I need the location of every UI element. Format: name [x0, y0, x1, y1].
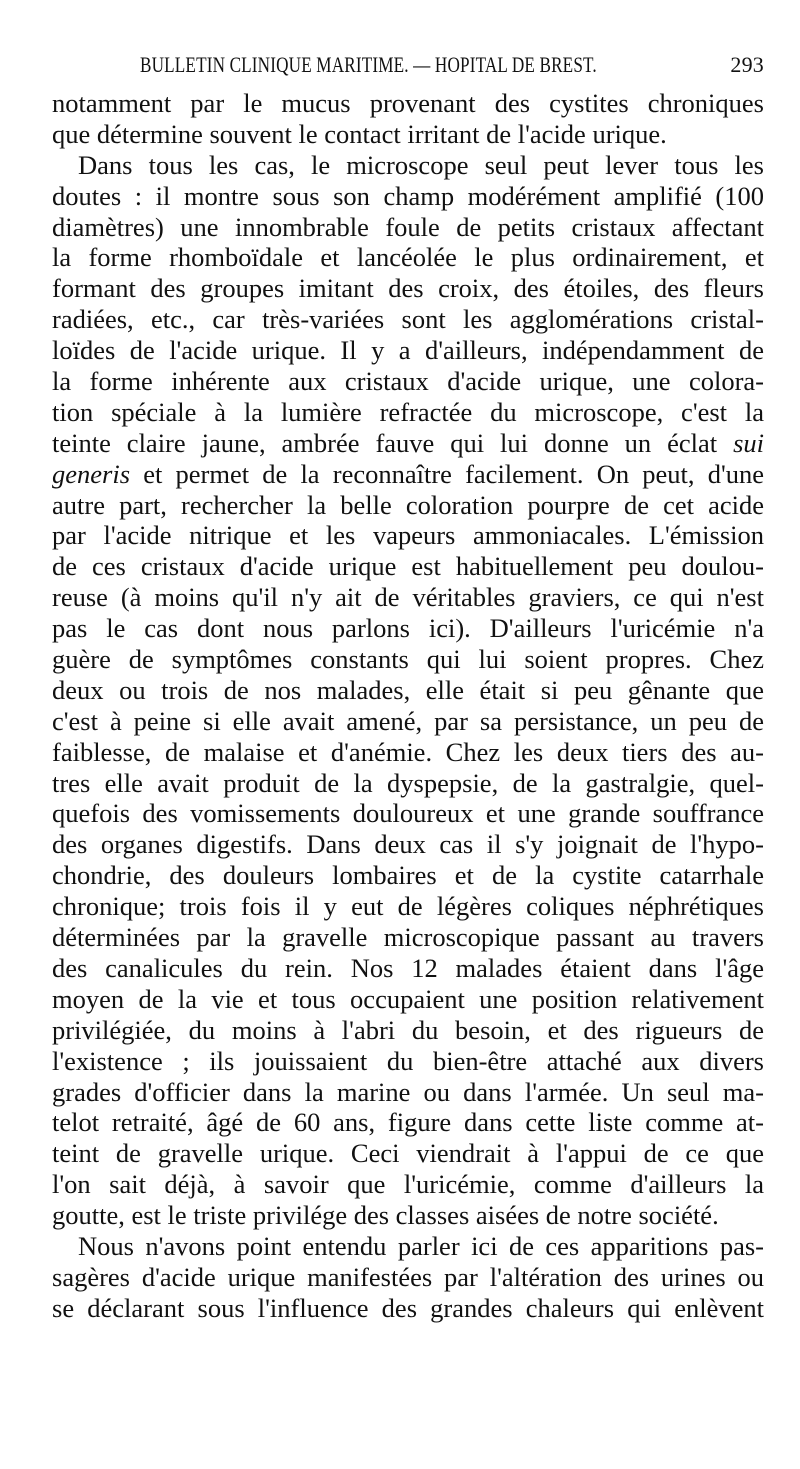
text-line: notamment par le mucus provenant des cystites chroniques — [52, 88, 764, 118]
text-line: tion spéciale à la lumière refractée du microscope, c'est la — [52, 396, 764, 427]
text-line: grades d'officier dans la marine ou dans l'armée. Un seul ma- — [52, 1076, 764, 1107]
text-line: reuse (à moins qu'il n'y ait de véritables graviers, ce qui n'est — [52, 582, 764, 613]
text-line: que détermine souvent le contact irritant de l'acide urique. — [52, 118, 667, 149]
text-line: Nous n'avons point entendu parler ici de ces apparitions pas- — [78, 1230, 764, 1261]
text-line: la forme rhomboïdale et lancéolée le plus ordinairement, et — [52, 242, 764, 273]
text-line: quefois des vomissements douloureux et une grande souffrance — [52, 798, 764, 829]
text-line — [52, 428, 764, 459]
page-number: 293 — [730, 52, 764, 77]
text-line: l'existence ; ils jouissaient du bien-être attaché aux divers — [52, 1045, 764, 1076]
text-line: pas le cas dont nous parlons ici). D'ailleurs l'uricémie n'a — [52, 613, 764, 644]
text-line: formant des groupes imitant des croix, des étoiles, des fleurs — [52, 273, 764, 304]
text-line: guère de symptômes constants qui lui soient propres. Chez — [52, 644, 764, 675]
italic-word: sui — [733, 427, 764, 458]
text-line: goutte, est le triste privilége des classes aisées de notre société. — [52, 1200, 719, 1231]
text-segment: et permet de la reconnaître facilement. On peut, d'une — [143, 458, 764, 489]
text-line: deux ou trois de nos malades, elle était si peu gênante que — [52, 674, 764, 705]
text-line: autre part, rechercher la belle coloration pourpre de cet acide — [52, 489, 764, 520]
text-line: radiées, etc., car très-variées sont les agglomérations cristal- — [52, 304, 764, 335]
text-line: par l'acide nitrique et les vapeurs ammoniacales. L'émission — [52, 520, 764, 551]
text-line: déterminées par la gravelle microscopique passant au travers — [52, 922, 764, 953]
text-line: loïdes de l'acide urique. Il y a d'ailleurs, indépendamment de — [52, 335, 764, 366]
text-line: faiblesse, de malaise et d'anémie. Chez les deux tiers des au- — [52, 736, 764, 767]
text-line: doutes : il montre sous son champ modérément amplifié (100 — [52, 180, 764, 211]
text-line: chondrie, des douleurs lombaires et de la cystite catarrhale — [52, 860, 764, 891]
text-line: teint de gravelle urique. Ceci viendrait à l'appui de ce que — [52, 1138, 764, 1169]
text-line: diamètres) une innombrable foule de petits cristaux affectant — [52, 211, 764, 242]
running-title: BULLETIN CLINIQUE MARITIME. — HOPITAL DE BREST. — [140, 52, 597, 77]
text-line: telot retraité, âgé de 60 ans, figure dans cette liste comme at- — [52, 1107, 764, 1138]
text-line: de ces cristaux d'acide urique est habituellement peu doulou- — [52, 551, 764, 582]
running-header — [52, 52, 764, 86]
text-line: chronique; trois fois il y eut de légères coliques néphrétiques — [52, 891, 764, 922]
text-line: la forme inhérente aux cristaux d'acide urique, une colora- — [52, 366, 764, 397]
text-line: c'est à peine si elle avait amené, par sa persistance, un peu de — [52, 705, 764, 736]
text-line: se déclarant sous l'influence des grandes chaleurs qui enlèvent — [52, 1292, 764, 1323]
text-line: des organes digestifs. Dans deux cas il s'y joignait de l'hypo- — [52, 829, 764, 860]
text-line: tres elle avait produit de la dyspepsie, de la gastralgie, quel- — [52, 767, 764, 798]
text-segment: teinte claire jaune, ambrée fauve qui lui donne un éclat — [52, 427, 718, 458]
body-text — [52, 88, 764, 1324]
text-line — [52, 459, 764, 490]
text-line: l'on sait déjà, à savoir que l'uricémie, comme d'ailleurs la — [52, 1169, 764, 1200]
text-line: moyen de la vie et tous occupaient une position relativement — [52, 983, 764, 1014]
text-line: Dans tous les cas, le microscope seul peut lever tous les — [78, 149, 764, 180]
text-line: des canalicules du rein. Nos 12 malades étaient dans l'âge — [52, 952, 764, 983]
italic-word: generis — [52, 458, 131, 489]
text-line: privilégiée, du moins à l'abri du besoin, et des rigueurs de — [52, 1014, 764, 1045]
text-line: sagères d'acide urique manifestées par l'altération des urines ou — [52, 1261, 764, 1292]
